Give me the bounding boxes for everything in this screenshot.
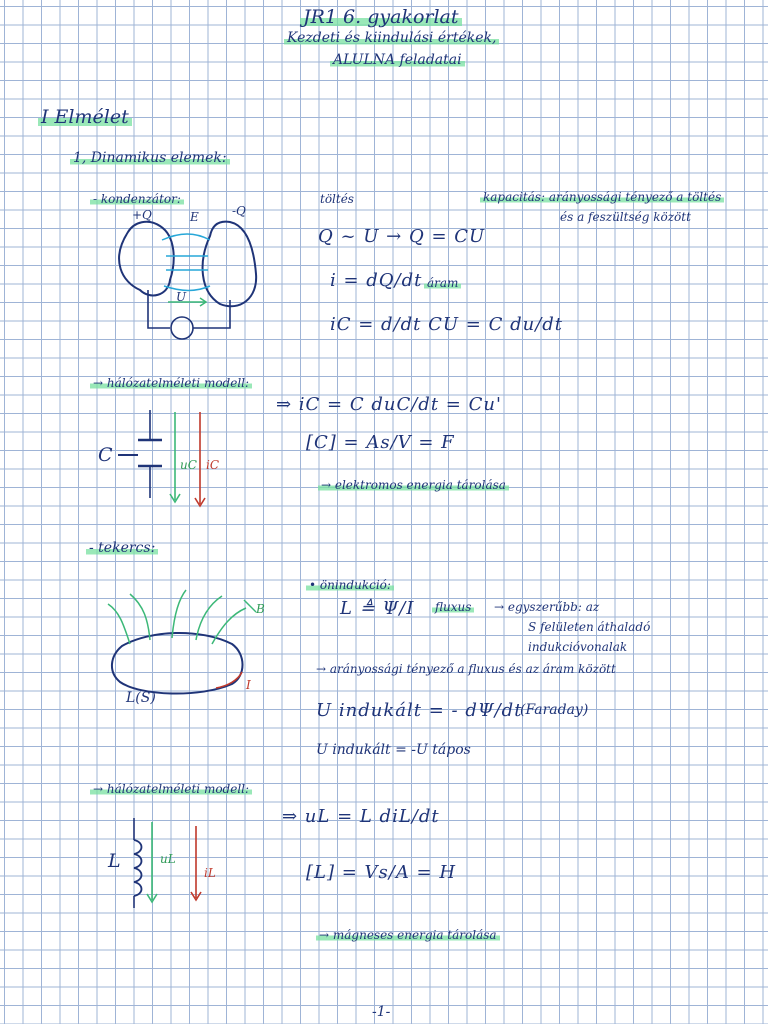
current-label: áram — [424, 276, 461, 290]
cap-storage: → elektromos energia tárolása — [318, 478, 509, 492]
cap-i-label: iC — [206, 458, 220, 472]
capacitor-eq2: i = dQ/dt — [330, 270, 423, 291]
cap-symbol-label: C — [98, 444, 113, 466]
section-title: I Elmélet — [38, 106, 132, 128]
ind-u-label: uL — [160, 852, 176, 866]
capacitor-eq1: Q ~ U → Q = CU — [318, 226, 486, 247]
capacity-label-2: és a feszültség között — [560, 210, 691, 224]
inductor-eq3: U indukált = -U tápos — [316, 742, 471, 758]
page-subtitle-2: ALULNA feladatai — [330, 52, 465, 68]
cap-model-heading: → hálózatelméleti modell: — [90, 376, 252, 390]
capacitor-eq3: iC = d/dt CU = C du/dt — [330, 314, 564, 335]
inductor-i-label: I — [246, 678, 251, 692]
e-field-label: E — [190, 210, 199, 224]
page-number: -1- — [372, 1004, 391, 1020]
flux-desc-3: indukcióvonalak — [528, 640, 628, 654]
capacitor-heading: - kondenzátor: — [90, 192, 184, 206]
cap-u-label: uC — [180, 458, 197, 472]
cap-model-eq1: ⇒ iC = C duC/dt = Cu' — [276, 394, 502, 415]
inductor-eq2: U indukált = - dΨ/dt — [316, 700, 523, 721]
flux-desc-2: S felületen áthaladó — [528, 620, 651, 634]
inductor-eq1: L ≜ Ψ/I — [340, 598, 415, 619]
u-arrow-label: U — [176, 290, 187, 304]
capacity-label: kapacitás: arányossági tényező a töltés — [480, 190, 724, 204]
faraday-label: (Faraday) — [520, 702, 589, 718]
proportion-text: → arányossági tényező a fluxus és az áram között — [316, 662, 616, 676]
charge-label: töltés — [320, 192, 354, 206]
plus-q-label: +Q — [132, 208, 152, 222]
ind-model-eq2: [L] = Vs/A = H — [306, 862, 457, 883]
flux-desc-1: → egyszerűbb: az — [494, 600, 600, 614]
inductor-heading: - tekercs: — [86, 540, 158, 556]
self-induction-label: • önindukció: — [306, 578, 394, 592]
page-title: JR1 6. gyakorlat — [300, 6, 462, 28]
ind-i-label: iL — [204, 866, 216, 880]
inductor-name: L(S) — [126, 690, 156, 706]
ind-storage: → mágneses energia tárolása — [316, 928, 500, 942]
page-subtitle-1: Kezdeti és kiindulási értékek, — [284, 30, 499, 46]
ind-symbol-label: L — [108, 850, 121, 872]
subsection-title: 1, Dinamikus elemek: — [70, 150, 230, 166]
ind-model-heading: → hálózatelméleti modell: — [90, 782, 252, 796]
b-label: B — [256, 602, 265, 616]
minus-q-label: -Q — [232, 204, 246, 218]
flux-label: fluxus — [432, 600, 474, 614]
cap-model-eq2: [C] = As/V = F — [306, 432, 455, 453]
ind-model-eq1: ⇒ uL = L diL/dt — [282, 806, 440, 827]
